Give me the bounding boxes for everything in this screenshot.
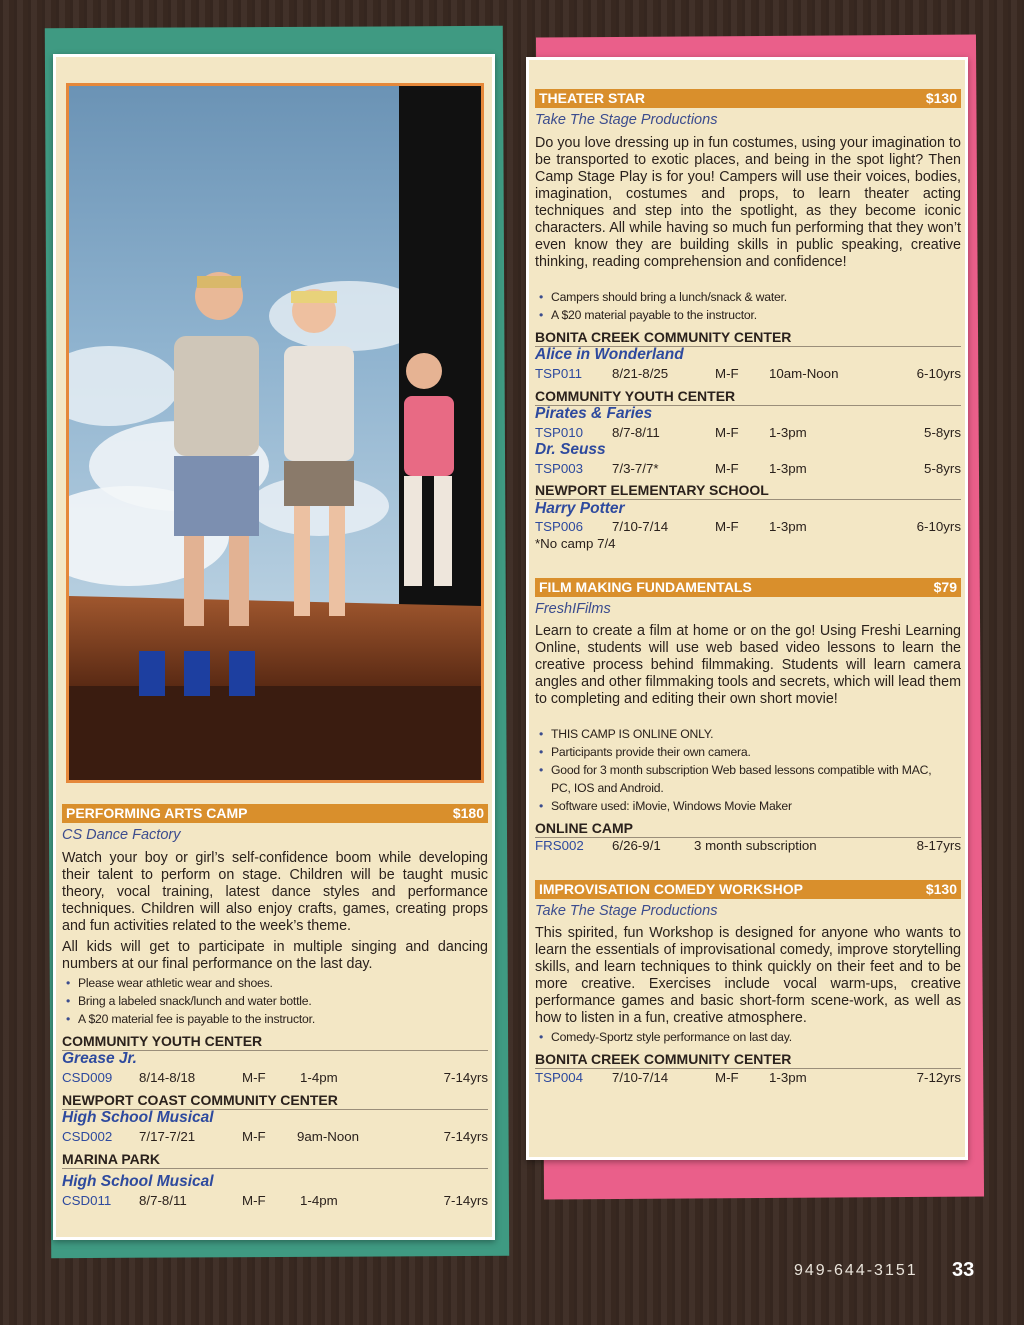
class-days: M-F: [242, 1070, 266, 1085]
class-dates: 8/21-8/25: [612, 366, 669, 381]
camp-price: $79: [933, 579, 957, 595]
class-code[interactable]: TSP010: [535, 425, 584, 440]
provider-name: FreshIFilms: [535, 601, 611, 617]
class-ages: 7-14yrs: [443, 1070, 488, 1085]
list-item: • Participants provide their own camera.: [535, 743, 945, 761]
class-days: M-F: [715, 366, 739, 381]
class-days: M-F: [242, 1193, 266, 1208]
class-time: 1-4pm: [300, 1070, 338, 1085]
show-title: Grease Jr.: [62, 1050, 137, 1067]
stage-photo: [66, 83, 484, 783]
class-code[interactable]: TSP006: [535, 519, 584, 534]
show-title: High School Musical: [62, 1173, 214, 1190]
class-row: [535, 837, 961, 854]
class-time: 3 month subscription: [694, 838, 817, 853]
camp-notes-list: [62, 974, 488, 1028]
improv-title-bar: [535, 880, 961, 899]
class-code[interactable]: TSP004: [535, 1070, 584, 1085]
camp-notes-list: [535, 288, 961, 324]
class-code[interactable]: TSP003: [535, 461, 584, 476]
class-ages: 5-8yrs: [924, 425, 961, 440]
class-time: 1-3pm: [769, 1070, 807, 1085]
list-item: • Comedy-Sportz style performance on last day.: [535, 1028, 961, 1046]
page-number: 33: [952, 1259, 975, 1281]
list-item: • A $20 material payable to the instructor.: [535, 306, 961, 324]
theater-star-title-bar: [535, 89, 961, 108]
list-item: • Campers should bring a lunch/snack & water.: [535, 288, 961, 306]
location-heading: COMMUNITY YOUTH CENTER: [535, 388, 961, 406]
list-item: • A $20 material fee is payable to the instructor.: [62, 1010, 488, 1028]
show-title: Alice in Wonderland: [535, 346, 684, 363]
camp-description: This spirited, fun Workshop is designed for anyone who wants to learn the essentials of improvisational comedy, improve storytelling skills, and learn techniques to think quickly on their feet and to be more creative. Exercises include vocal warm-ups, creative performance games and basic short-form scene-work, as well as how to listen in a fun, creative atmosphere.: [535, 925, 961, 1026]
list-item: • Software used: iMovie, Windows Movie Maker: [535, 797, 945, 815]
list-item: • Please wear athletic wear and shoes.: [62, 974, 488, 992]
class-code[interactable]: CSD009: [62, 1070, 113, 1085]
class-days: M-F: [715, 1070, 739, 1085]
show-title: Pirates & Faries: [535, 405, 653, 422]
film-making-title-bar: [535, 578, 961, 597]
class-row: [535, 424, 961, 441]
class-ages: 5-8yrs: [924, 461, 961, 476]
list-item: • THIS CAMP IS ONLINE ONLY.: [535, 725, 945, 743]
camp-description-2: All kids will get to participate in multiple singing and dancing numbers at our final performance on the last day.: [62, 939, 488, 972]
list-item: • Good for 3 month subscription Web based lessons compatible with MAC, PC, IOS and Android.: [535, 761, 945, 797]
class-days: M-F: [715, 425, 739, 440]
location-heading: NEWPORT ELEMENTARY SCHOOL: [535, 482, 961, 500]
show-title: Dr. Seuss: [535, 441, 606, 458]
class-row: [62, 1128, 488, 1145]
class-dates: 6/26-9/1: [612, 838, 661, 853]
class-dates: 8/14-8/18: [139, 1070, 196, 1085]
class-code[interactable]: CSD011: [62, 1193, 112, 1208]
camp-description: Watch your boy or girl’s self-confidence boom while developing their talent to perform on stage. Children will be taught music theory, vocal training, latest dance styles and performance techniques. Children will also enjoy crafts, games, creating props and fun activities related to the week’s theme.: [62, 850, 488, 934]
camp-price: $130: [925, 90, 957, 106]
class-ages: 7-12yrs: [916, 1070, 961, 1085]
class-ages: 6-10yrs: [916, 519, 961, 534]
class-dates: 8/7-8/11: [139, 1193, 187, 1208]
class-row: [535, 518, 961, 535]
class-time: 10am-Noon: [769, 366, 839, 381]
location-heading: MARINA PARK: [62, 1151, 488, 1169]
class-ages: 7-14yrs: [443, 1129, 488, 1144]
camp-price: $130: [925, 881, 957, 897]
schedule-note: *No camp 7/4: [535, 536, 616, 551]
location-heading: COMMUNITY YOUTH CENTER: [62, 1033, 488, 1051]
class-row: [62, 1192, 488, 1209]
class-time: 1-4pm: [300, 1193, 338, 1208]
show-title: Harry Potter: [535, 500, 625, 517]
camp-title: THEATER STAR: [539, 90, 646, 106]
class-days: M-F: [715, 461, 739, 476]
class-time: 1-3pm: [769, 519, 807, 534]
class-dates: 8/7-8/11: [612, 425, 660, 440]
class-dates: 7/17-7/21: [139, 1129, 196, 1144]
camp-description: Do you love dressing up in fun costumes, using your imagination to be transported to exotic places, and being in the spot light? Then Camp Stage Play is for you! Campers will use their voices, bodies, imagination, costumes and props, to learn theater acting techniques and step into the spotlight, as they become iconic characters. All while having so much fun performing that they won’t even know they are building skills in public speaking, creative thinking, reading comprehension and confidence!: [535, 135, 961, 270]
location-heading: ONLINE CAMP: [535, 820, 961, 838]
class-days: M-F: [715, 519, 739, 534]
class-row: [535, 1069, 961, 1086]
class-row: [62, 1069, 488, 1086]
camp-title: PERFORMING ARTS CAMP: [66, 805, 248, 821]
camp-notes-list: [535, 1028, 961, 1046]
children-on-stage-image: [69, 86, 481, 780]
provider-name: Take The Stage Productions: [535, 112, 718, 128]
class-code[interactable]: CSD002: [62, 1129, 113, 1144]
class-time: 1-3pm: [769, 461, 807, 476]
right-camps-card: [526, 57, 968, 1160]
location-heading: BONITA CREEK COMMUNITY CENTER: [535, 1051, 961, 1069]
class-code[interactable]: FRS002: [535, 838, 584, 853]
location-heading: BONITA CREEK COMMUNITY CENTER: [535, 329, 961, 347]
class-days: M-F: [242, 1129, 266, 1144]
camp-notes-list: [535, 725, 945, 815]
class-dates: 7/10-7/14: [612, 1070, 669, 1085]
class-time: 9am-Noon: [297, 1129, 360, 1144]
class-row: [535, 460, 961, 477]
provider-name: Take The Stage Productions: [535, 903, 718, 919]
show-title: High School Musical: [62, 1109, 214, 1126]
class-ages: 6-10yrs: [916, 366, 961, 381]
phone-number: 949-644-3151: [794, 1262, 918, 1279]
location-heading: NEWPORT COAST COMMUNITY CENTER: [62, 1092, 488, 1110]
class-code[interactable]: TSP011: [535, 366, 583, 381]
camp-description: Learn to create a film at home or on the go! Using Freshi Learning Online, students will use web based video lessons to learn the creative process behind filmmaking. Students will learn camera angles and other filmmaking tools and secrets, which will lead them to completing and editing their own short movie!: [535, 623, 961, 707]
class-row: [535, 365, 961, 382]
list-item: • Bring a labeled snack/lunch and water bottle.: [62, 992, 488, 1010]
camp-title: IMPROVISATION COMEDY WORKSHOP: [539, 881, 803, 897]
class-ages: 8-17yrs: [916, 838, 961, 853]
class-time: 1-3pm: [769, 425, 807, 440]
performing-arts-card: [53, 54, 495, 1240]
class-dates: 7/3-7/7*: [612, 461, 659, 476]
performing-arts-title-bar: [62, 804, 488, 823]
camp-price: $180: [452, 805, 484, 821]
camp-title: FILM MAKING FUNDAMENTALS: [539, 579, 752, 595]
provider-name: CS Dance Factory: [62, 827, 181, 843]
class-dates: 7/10-7/14: [612, 519, 669, 534]
class-ages: 7-14yrs: [443, 1193, 488, 1208]
